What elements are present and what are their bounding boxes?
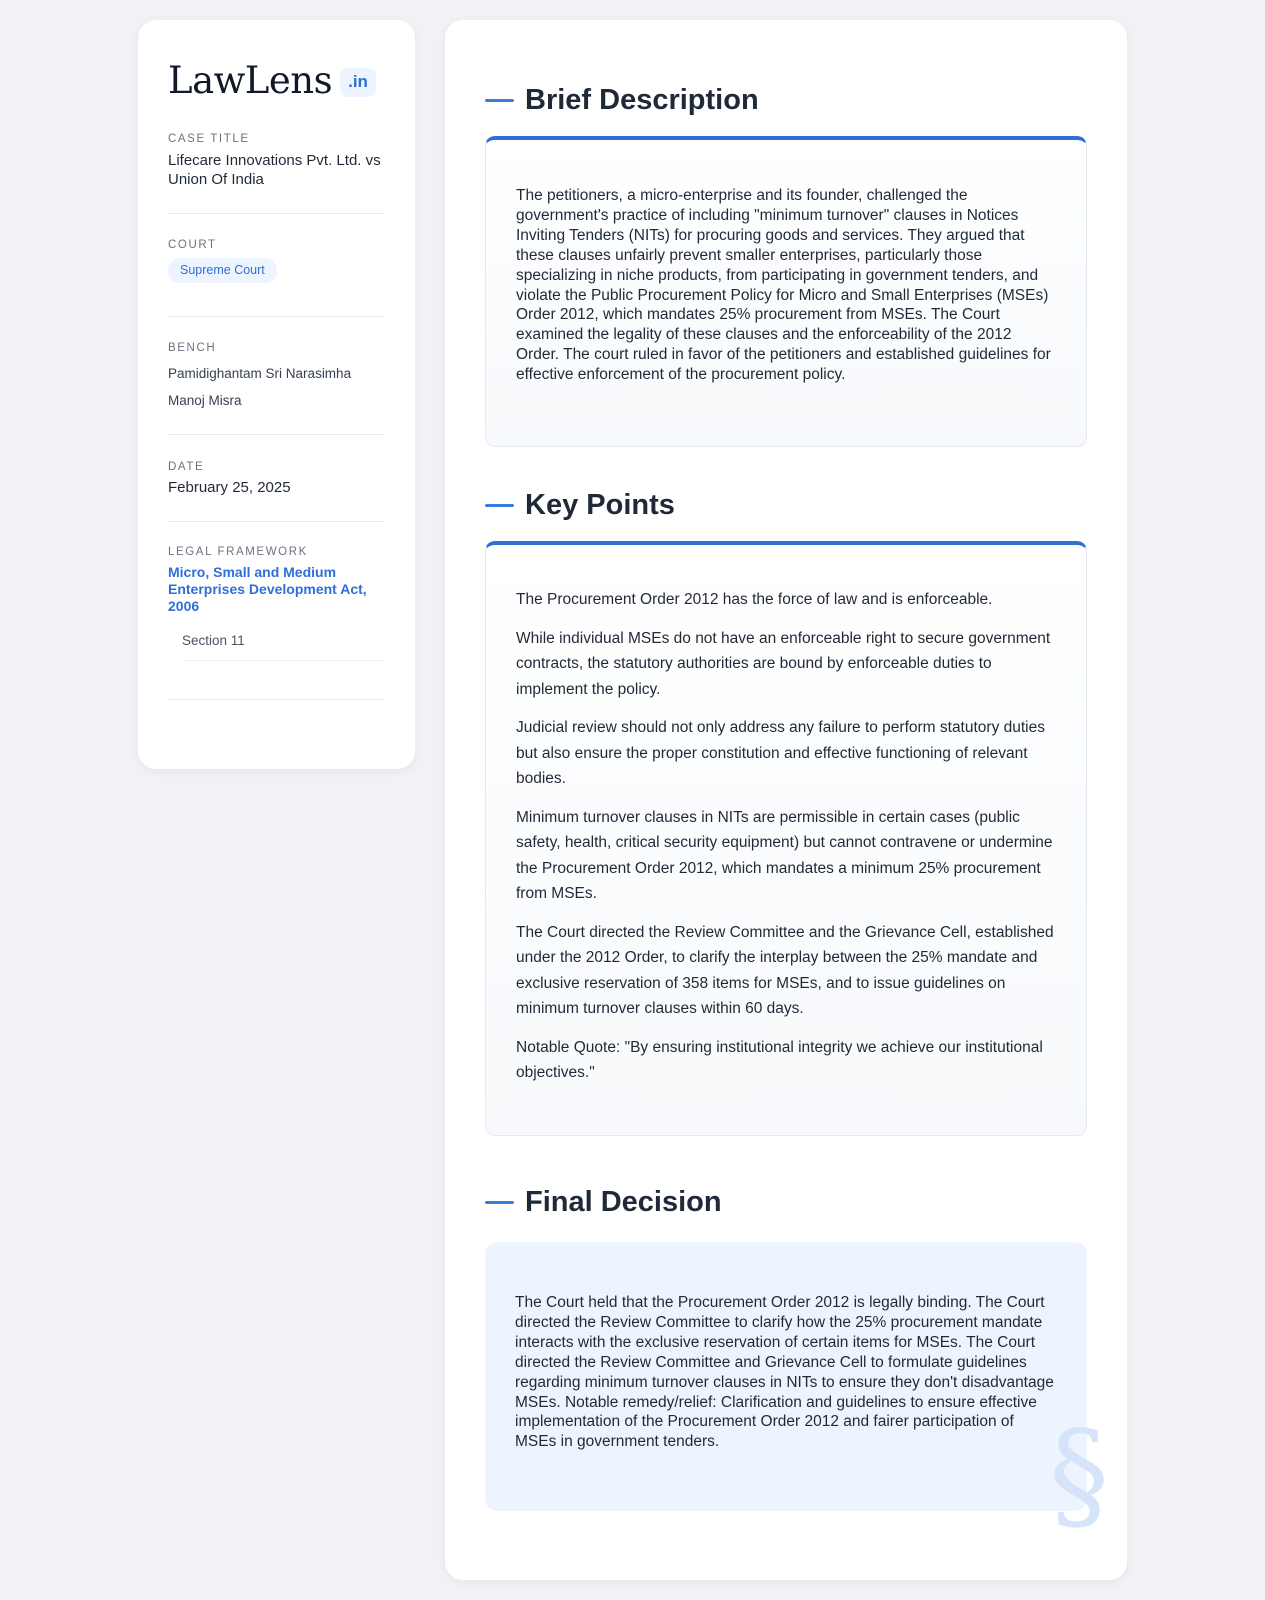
heading-accent-bar: [485, 1201, 514, 1204]
key-point-item: The Court directed the Review Committee and the Grievance Cell, established under the 2012 Order, to clarify the interplay between the 25% mandate and exclusive reservation of 358 items for MSEs, and to issue guidelines on minimum turnover clauses within 60 days.: [516, 923, 1054, 1017]
court-block: [168, 214, 385, 317]
bench-block: [168, 317, 385, 435]
judgment-date: February 25, 2025: [168, 479, 291, 496]
brand-name: LawLens: [168, 58, 333, 102]
bench-label: BENCH: [168, 342, 217, 354]
case-sidebar: [138, 20, 415, 769]
bench-judge: Manoj Misra: [168, 393, 242, 408]
section-symbol-icon: §: [1049, 1406, 1109, 1545]
heading-accent-bar: [485, 504, 514, 507]
date-block: [168, 435, 385, 522]
case-title-label: CASE TITLE: [168, 133, 250, 145]
brand-logo[interactable]: [168, 56, 385, 104]
brief-description-text: The petitioners, a micro-enterprise and its founder, challenged the government's practice of including "minimum turnover" clauses in Notices Inviting Tenders (NITs) for procuring goods and services. They argued that these clauses unfairly prevent smaller enterprises, particularly those specializing in niche products, from participating in government tenders, and violate the Public Procurement Policy for Micro and Small Enterprises (MSEs) Order 2012, which mandates 25% procurement from MSEs. The Court examined the legality of these clauses and the enforceability of the 2012 Order. The court ruled in favor of the petitioners and established guidelines for effective enforcement of the procurement policy.: [516, 187, 1051, 384]
court-label: COURT: [168, 239, 217, 251]
brief-description-title: Brief Description: [525, 83, 759, 116]
key-point-item: Notable Quote: "By ensuring institutional integrity we achieve our institutional objectives.": [516, 1038, 1043, 1081]
section-item[interactable]: Section 11: [182, 633, 385, 661]
key-points-title: Key Points: [525, 488, 675, 521]
legal-framework-block: [168, 522, 385, 700]
key-point-item: The Procurement Order 2012 has the force of law and is enforceable.: [516, 591, 993, 608]
final-decision-text: The Court held that the Procurement Order 2012 is legally binding. The Court directed the Review Committee to clarify how the 25% procurement mandate interacts with the exclusive reservation of certain items for MSEs. The Court directed the Review Committee and Grievance Cell to formulate guidelines regarding minimum turnover clauses in NITs to ensure they don't disadvantage MSEs. Notable remedy/relief: Clarification and guidelines to ensure effective implementation of the Procurement Order 2012 and fairer participation of MSEs in government tenders.: [515, 1294, 1054, 1451]
final-decision-card: [485, 1242, 1109, 1545]
brief-description-card: [485, 136, 1087, 447]
legal-framework-label: LEGAL FRAMEWORK: [168, 546, 308, 558]
key-points-card: [485, 541, 1087, 1136]
key-points-header: [485, 485, 1087, 525]
brief-description-header: [485, 80, 1087, 120]
key-point-item: Minimum turnover clauses in NITs are permissible in certain cases (public safety, health, critical security equipment) but cannot contravene or undermine the Procurement Order 2012, which mandates a minimum 25% procurement from MSEs.: [516, 808, 1053, 902]
final-decision-title: Final Decision: [525, 1185, 722, 1218]
case-content: [445, 20, 1127, 1580]
court-badge: Supreme Court: [168, 258, 277, 283]
act-link[interactable]: Micro, Small and Medium Enterprises Development Act, 2006: [168, 564, 367, 614]
bench-judge: Pamidighantam Sri Narasimha: [168, 366, 352, 381]
brand-tld-badge: .in: [340, 68, 376, 97]
case-title-block: [168, 133, 385, 214]
key-point-item: While individual MSEs do not have an enforceable right to secure government contracts, the statutory authorities are bound by enforceable duties to implement the policy.: [516, 629, 1051, 698]
key-point-item: Judicial review should not only address any failure to perform statutory duties but also ensure the proper constitution and effective functioning of relevant bodies.: [516, 719, 1045, 787]
date-label: DATE: [168, 461, 205, 473]
case-title: Lifecare Innovations Pvt. Ltd. vs Union Of India: [168, 152, 381, 188]
final-decision-header: [485, 1182, 1087, 1222]
heading-accent-bar: [485, 99, 514, 102]
